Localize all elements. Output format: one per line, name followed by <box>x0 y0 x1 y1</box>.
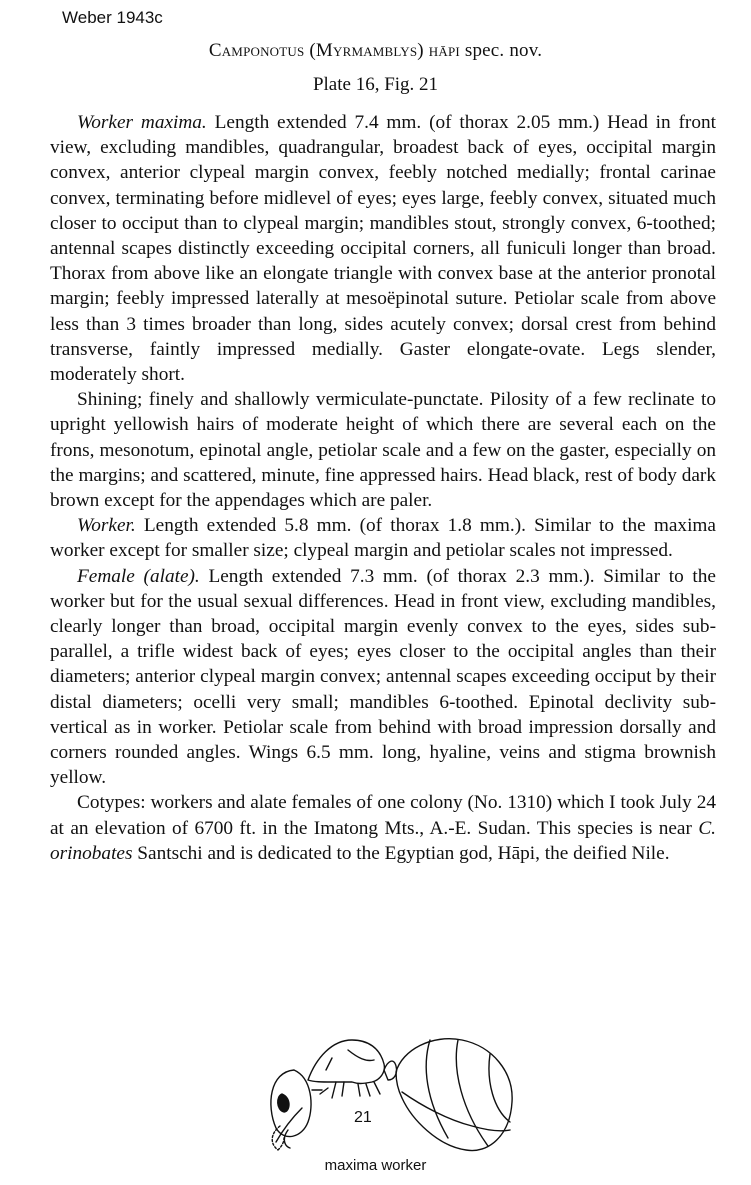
paragraph-female <box>50 564 716 791</box>
ant-eye <box>278 1094 289 1112</box>
title-suffix: spec. nov. <box>464 40 543 61</box>
paragraph-text: Cotypes: workers and alate females of one colony (No. 1310) which I took July 24 at an elevation of 6700 ft. in the Imatong Mts., A.-E. Sudan. This species is near <box>50 792 716 839</box>
species-name: hāpi <box>428 40 460 61</box>
description-body <box>50 110 716 866</box>
plate-reference: Plate 16, Fig. 21 <box>312 74 439 95</box>
paragraph-cotypes <box>50 790 716 866</box>
species-title <box>0 40 751 62</box>
paragraph-sculpture <box>50 387 716 513</box>
subgenus-name: (Myrmamblys) <box>309 40 424 61</box>
caste-heading-worker: Worker. <box>77 515 136 537</box>
ant-head <box>271 1070 311 1137</box>
ant-petiole <box>384 1061 397 1080</box>
paragraph-text: Length extended 5.8 mm. (of thorax 1.8 mm.). Similar to the maxima worker except for smaller size; clypeal margin and petiolar scales not impressed. <box>50 515 716 562</box>
ant-leg <box>332 1082 380 1098</box>
figure-caption: maxima worker <box>324 1157 427 1174</box>
paragraph-text: Shining; finely and shallowly vermiculate-punctate. Pilosity of a few reclinate to upright yellowish hairs of moderate height of which there are several each on the frons, mesonotum, epinotal angle, petiolar scale and a few on the gaster, especially on the margins; and scattered, minute, fine appressed hairs. Head black, rest of body dark brown except for the appendages which are paler. <box>50 389 716 512</box>
ant-thorax <box>308 1040 384 1084</box>
paragraph-worker-maxima <box>50 110 716 387</box>
citation-label: Weber 1943c <box>62 8 163 27</box>
ant-illustration <box>262 1010 522 1160</box>
paragraph-worker <box>50 513 716 563</box>
caste-heading-worker-maxima: Worker maxima. <box>77 112 207 133</box>
ant-gaster <box>396 1039 512 1151</box>
paragraph-text: Length extended 7.4 mm. (of thorax 2.05 mm.) Head in front view, excluding mandibles, quadrangular, broadest back of eyes, occipital margin convex, anterior clypeal margin convex, feebly notched medially; frontal carinae convex, terminating before midlevel of eyes; eyes large, feebly convex, situated much closer to occiput than to clypeal margin; mandibles stout, strongly convex, 6-toothed; antennal scapes distinctly exceeding occipital corners, all funiculi longer than broad. Thorax from above like an elongate triangle with convex base at the anterior pronotal margin; feebly impressed laterally at mesoëpinotal suture. Petiolar scale from above less than 3 times broader than long, sides acutely convex; dorsal crest from behind transverse, faintly impressed medially. Gaster elongate-ovate. Legs slender, moderately short. <box>50 112 716 386</box>
genus-name: Camponotus <box>208 40 305 61</box>
figure-number: 21 <box>354 1109 372 1126</box>
paragraph-text: Length extended 7.3 mm. (of thorax 2.3 mm.). Similar to the worker but for the usual sexual differences. Head in front view, excluding mandibles, clearly longer than broad, occipital margin evenly convex to the eyes, sides sub-parallel, a trifle widest back of eyes; eyes closer to the occipital angles than their diameters; anterior clypeal margin convex; antennal scapes exceeding occiput by their distal diameters; ocelli very small; mandibles 6-toothed. Epinotal declivity sub-vertical as in worker. Petiolar scale from behind with broad impression dorsally and corners rounded angles. Wings 6.5 mm. long, hyaline, veins and stigma brownish yellow. <box>50 565 716 789</box>
caste-heading-female: Female (alate). <box>77 565 200 587</box>
paragraph-text: Santschi and is dedicated to the Egyptian god, Hāpi, the deified Nile. <box>132 842 670 864</box>
species-reference: C. orinobates <box>50 817 716 864</box>
